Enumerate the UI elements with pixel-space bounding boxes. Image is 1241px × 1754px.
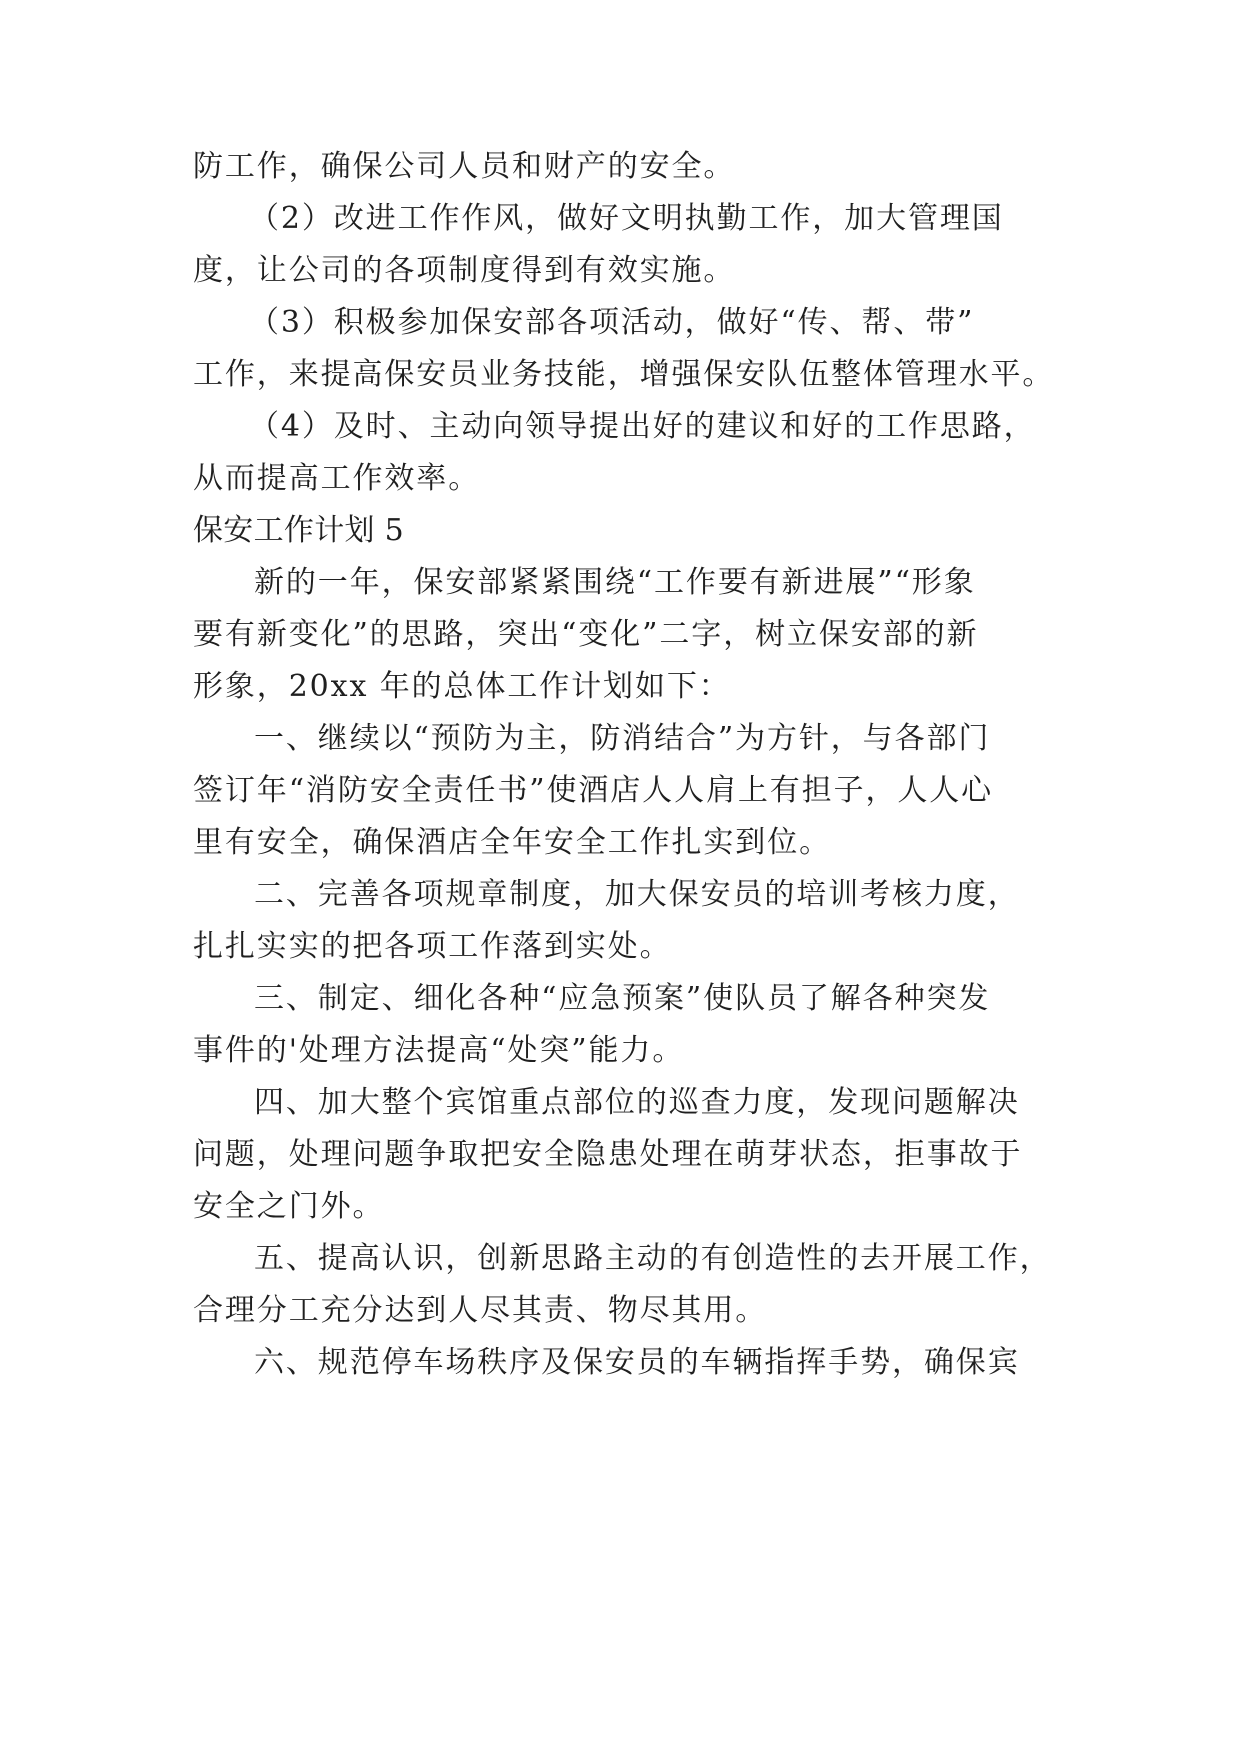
paragraph-line: 合理分工充分达到人尽其责、物尽其用。 (193, 1293, 768, 1328)
paragraph-line: 安全之门外。 (193, 1189, 385, 1224)
section-heading: 保安工作计划 5 (193, 513, 405, 548)
paragraph-line: 三、制定、细化各种“应急预案”使队员了解各种突发 (254, 981, 991, 1016)
paragraph-line: 形象，20xx 年的总体工作计划如下： (193, 669, 731, 704)
paragraph-line: 四、加大整个宾馆重点部位的巡查力度，发现问题解决 (254, 1085, 1020, 1120)
paragraph-line: 从而提高工作效率。 (193, 461, 481, 496)
paragraph-line: 签订年“消防安全责任书”使酒店人人肩上有担子，人人心 (193, 773, 994, 808)
paragraph-line: 问题，处理问题争取把安全隐患处理在萌芽状态，拒事故于 (193, 1137, 1023, 1172)
paragraph-line: 度，让公司的各项制度得到有效实施。 (193, 253, 736, 288)
paragraph-line: 二、完善各项规章制度，加大保安员的培训考核力度， (254, 877, 1020, 912)
paragraph-line: （2）改进工作作风，做好文明执勤工作，加大管理国 (249, 201, 1004, 236)
paragraph-line: （4）及时、主动向领导提出好的建议和好的工作思路， (249, 409, 1036, 444)
paragraph-line: 扎扎实实的把各项工作落到实处。 (193, 929, 672, 964)
paragraph-line: 工作，来提高保安员业务技能，增强保安队伍整体管理水平。 (193, 357, 1055, 392)
paragraph-line: 事件的'处理方法提高“处突”能力。 (193, 1033, 685, 1068)
paragraph-line: 六、规范停车场秩序及保安员的车辆指挥手势，确保宾 (254, 1345, 1020, 1380)
paragraph-line: 新的一年，保安部紧紧围绕“工作要有新进展”“形象 (254, 565, 976, 600)
paragraph-line: 五、提高认识，创新思路主动的有创造性的去开展工作， (254, 1241, 1052, 1276)
paragraph-line: （3）积极参加保安部各项活动，做好“传、帮、带” (249, 305, 975, 340)
paragraph-line: 一、继续以“预防为主，防消结合”为方针，与各部门 (254, 721, 991, 756)
paragraph-line: 防工作，确保公司人员和财产的安全。 (193, 149, 736, 184)
paragraph-line: 要有新变化”的思路，突出“变化”二字，树立保安部的新 (193, 617, 979, 652)
paragraph-line: 里有安全，确保酒店全年安全工作扎实到位。 (193, 825, 831, 860)
